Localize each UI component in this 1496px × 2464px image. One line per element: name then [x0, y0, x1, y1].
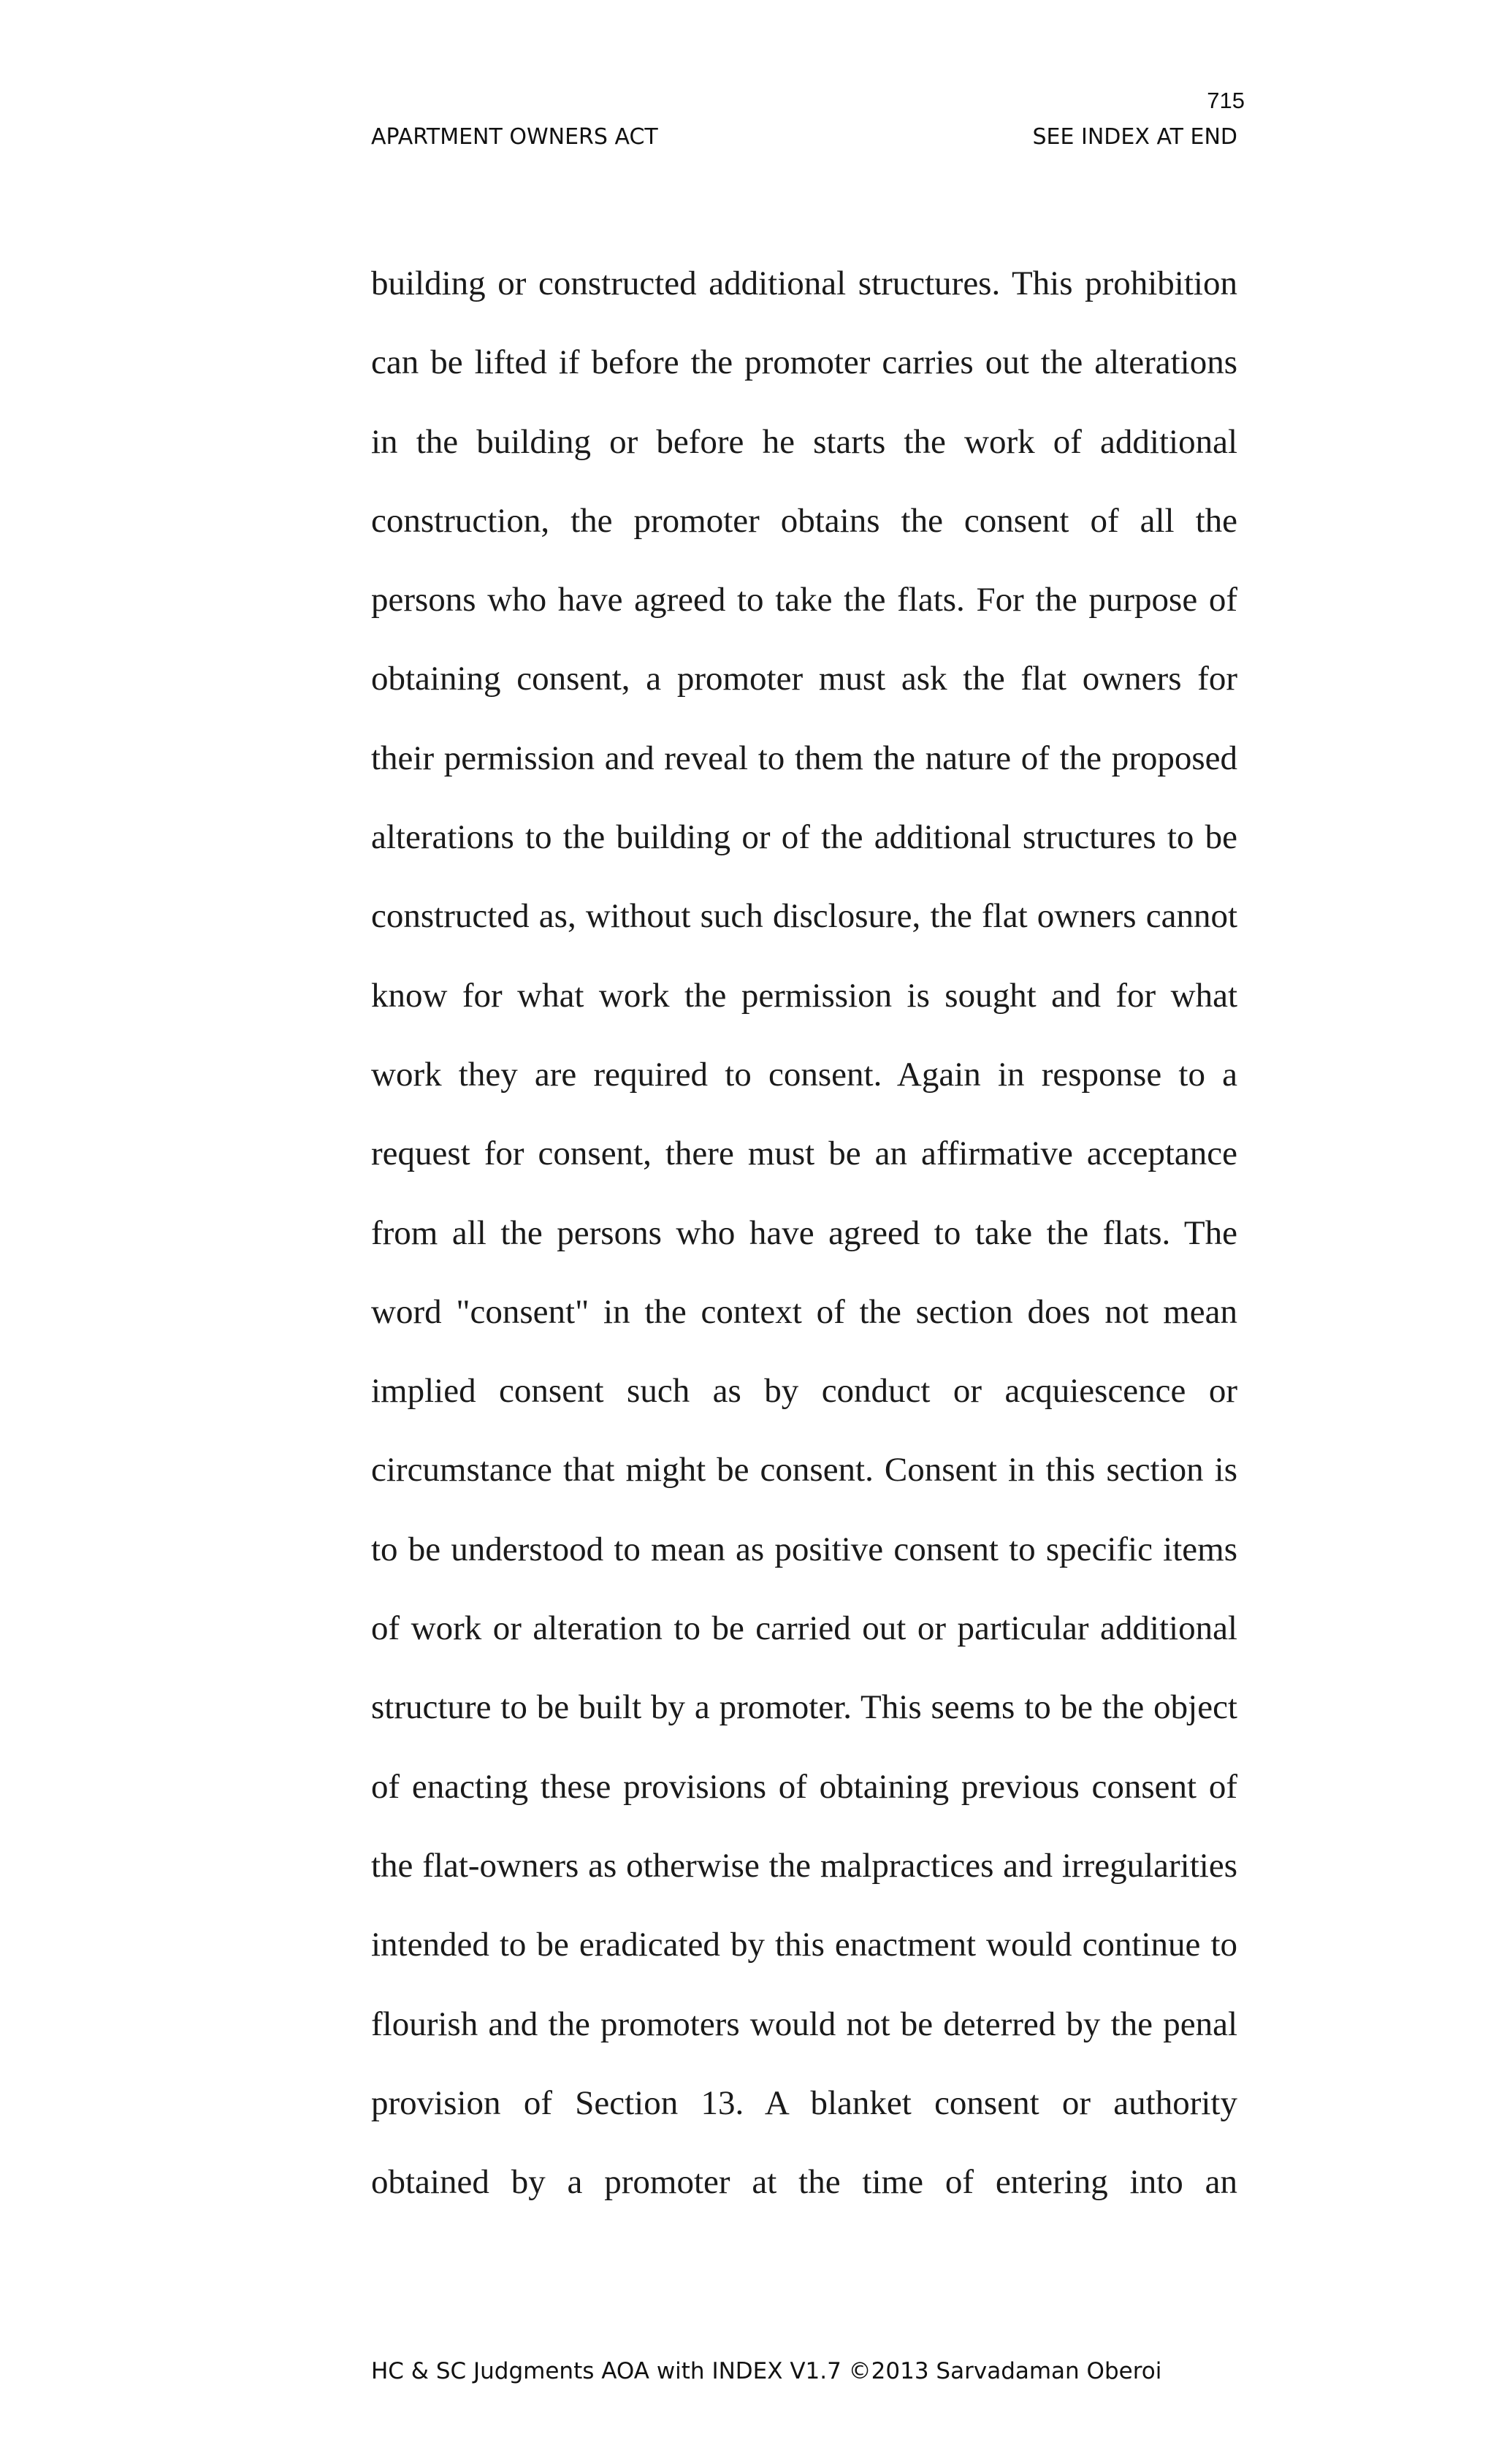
body-paragraph [371, 254, 1237, 2232]
text-line: flourish and the promoters would not be deterred by the penal [371, 2005, 1237, 2043]
text-line: work they are required to consent. Again in response to a [371, 1055, 1237, 1094]
text-line: alterations to the building or of the additional structures to be [371, 818, 1237, 857]
text-line: provision of Section 13. A blanket consent or authority [371, 2083, 1237, 2122]
running-header [371, 123, 1237, 152]
header-index-note: SEE INDEX AT END [1032, 124, 1237, 150]
text-line: implied consent such as by conduct or acquiescence or [371, 1372, 1237, 1411]
text-line: the flat-owners as otherwise the malpractices and irregularities [371, 1846, 1237, 1885]
text-line: constructed as, without such disclosure, the flat owners cannot [371, 897, 1237, 936]
text-line: of enacting these provisions of obtaining previous consent of [371, 1767, 1237, 1806]
text-line: request for consent, there must be an affirmative acceptance [371, 1134, 1237, 1173]
text-line: know for what work the permission is sought and for what [371, 976, 1237, 1015]
text-line: construction, the promoter obtains the consent of all the [371, 501, 1237, 540]
header-title: APARTMENT OWNERS ACT [371, 124, 658, 150]
text-line: obtained by a promoter at the time of entering into an [371, 2163, 1237, 2202]
text-line: structure to be built by a promoter. This seems to be the object [371, 1688, 1237, 1727]
page-number: 715 [1207, 88, 1245, 113]
text-line: of work or alteration to be carried out or particular additional [371, 1609, 1237, 1648]
text-line: can be lifted if before the promoter carries out the alterations [371, 343, 1237, 382]
text-line: circumstance that might be consent. Consent in this section is [371, 1451, 1237, 1490]
text-line: obtaining consent, a promoter must ask the flat owners for [371, 660, 1237, 698]
text-line: persons who have agreed to take the flats. For the purpose of [371, 581, 1237, 619]
text-line: intended to be eradicated by this enactment would continue to [371, 1926, 1237, 1964]
text-line: their permission and reveal to them the nature of the proposed [371, 739, 1237, 777]
text-line: building or constructed additional structures. This prohibition [371, 264, 1237, 302]
footer-copyright: HC & SC Judgments AOA with INDEX V1.7 ©2013 Sarvadaman Oberoi [371, 2358, 1162, 2384]
text-line: word "consent" in the context of the section does not mean [371, 1292, 1237, 1331]
text-line: from all the persons who have agreed to take the flats. The [371, 1213, 1237, 1252]
text-line: to be understood to mean as positive consent to specific items [371, 1530, 1237, 1568]
text-line: in the building or before he starts the work of additional [371, 422, 1237, 461]
